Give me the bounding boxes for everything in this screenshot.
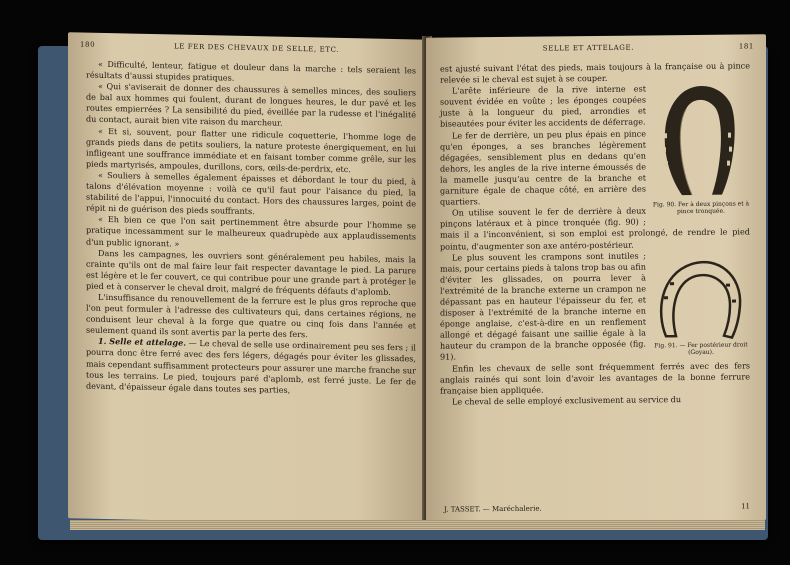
figure-91 xyxy=(652,255,750,356)
horseshoe-illustration-fig91 xyxy=(652,255,748,342)
page-edges xyxy=(70,520,765,530)
horseshoe-illustration-fig90 xyxy=(652,83,742,202)
right-page-number: 181 xyxy=(738,42,754,51)
section-heading: 1. Selle et attelage. xyxy=(98,336,187,349)
right-intro: est ajusté suivant l'état des pieds, mais toujours à la française ou à pince relevée si le cheval est sujet à se couper. xyxy=(440,60,750,85)
right-running-head: SELLE ET ATTELAGE. xyxy=(542,43,635,53)
footer-signature: 11 xyxy=(741,502,750,511)
left-paragraph: « Qui s'aviserait de donner des chaussures à semelles minces, des souliers de bal aux hommes qui foulent, durant de longues heures, le dur pavé et les routes empierrées ? La sensibilité du pied, éveillée par la rudesse et l'inégalité du contact, aurait bien vite raison du marcheur. xyxy=(86,81,416,129)
left-page-text xyxy=(86,59,416,399)
fig90-caption: Fig. 90. Fer à deux pinçons et à pince tronquée. xyxy=(652,200,750,216)
right-page-footer xyxy=(444,502,750,513)
right-page-header xyxy=(438,42,754,53)
figure-90 xyxy=(652,83,750,216)
left-paragraph: « Difficulté, lenteur, fatigue et douleur dans la marche : tels seraient les résultats d'aussi stupides pratiques. xyxy=(86,58,416,83)
left-paragraph: « Et si, souvent, pour flatter une ridicule coquetterie, l'homme loge de grands pieds dans de petits souliers, la nature proteste énergiquement, en lui infligeant une souffrance immédiate et en faisant tomber comme grêle, sur les pieds martyrisés, ampoules, durillons, cors, œils-de-perdrix, etc. xyxy=(86,125,416,174)
section-paragraph xyxy=(86,336,416,398)
left-paragraph: « Eh bien ce que l'on sait pertinemment être absurde pour l'homme se pratique incessamment sur le malheureux quadrupède aux applaudissements d'un public ignorant. » xyxy=(86,214,416,249)
left-page-number: 180 xyxy=(80,40,96,49)
left-page xyxy=(68,32,430,526)
right-paragraph: L'arête inférieure de la rive interne est souvent évidée en voûte ; les éponges coupées juste à la longueur du pied, arrondies et biseautées pour éviter les accidents de déferrage. xyxy=(440,83,646,130)
right-paragraph: Le plus souvent les crampons sont inutiles ; mais, pour certains pieds à talons trop bas ou afin d'éviter les glissades, on pourra lever à l'extrémité de la branche externe un crampon ne dépassant pas en hauteur l'épaisseur du fer, et disposer à l'extrémité de la branche interne en éponge anglaise, c'est-à-dire en un renflement allongé et dégagé faisant une saillie égale à la hauteur du crampon de la branche opposée (fig. 91). xyxy=(440,250,646,363)
left-paragraph: Dans les campagnes, les ouvriers sont généralement peu habiles, mais la crainte qu'ils ont de mal faire leur fait respecter davantage le pied. La parure est légère et le fer couvert, ce qui contribue pour une grande part à protéger le pied et à conserver le cheval droit, malgré de fréquents défauts d'aplomb. xyxy=(86,247,416,297)
footer-author: J. TASSET. — Maréchalerie. xyxy=(444,504,542,514)
section-text: — Le cheval de selle use ordinairement peu ses fers ; il pourra donc être ferré avec des fers légers, dégagés pour éviter les glissades, mais cependant suffisamment protecteurs pour assurer une marche franche sur tous les terrains. Le pied, toujours paré d'aplomb, est ferré juste. Le fer de devant, d'épaisseur égale dans toutes ses parties, xyxy=(86,338,416,395)
right-paragraph: Le cheval de selle employé exclusivement au service du xyxy=(452,393,682,407)
right-paragraph: On utilise souvent le fer de derrière à deux pinçons latéraux et à pince tronquée (fig. 90) ; mais il a l'inconvénient, si son emploi est prolongé, de rendre le pied pointu, d'augmenter son axe antéro-postérieur. xyxy=(440,205,750,252)
right-paragraph: Enfin les chevaux de selle sont fréquemment ferrés avec des fers anglais rainés qui sont loin d'avoir les avantages de la bonne ferrure française bien appliquée. xyxy=(440,359,750,396)
left-paragraph: « Souliers à semelles également épaisses et débordant le tour du pied, à talons d'élévation moyenne : voilà ce qu'il faut pour l'aisance du pied, la stabilité de l'appui, l'innocuité du contact. Hors des chaussures larges, point de répit ni de guérison des pieds souffrants. xyxy=(86,169,416,217)
left-paragraph: L'insuffisance du renouvellement de la ferrure est le plus gros reproche que l'on peut formuler à l'adresse des cultivateurs qui, dans certaines régions, ne conduisent leur cheval à la forge que quatre ou cinq fois dans l'année et seulement quand ils sont avertis par la perte des fers. xyxy=(86,291,416,340)
right-paragraph: Le fer de derrière, un peu plus épais en pince qu'en éponges, a ses branches légèrement dégagées, sensiblement plus en dedans qu'en dehors, les angles de la rive interne émoussés de la mamelle jusqu'au centre de la branche et garniture égale de chaque côté, en arrière des quartiers. xyxy=(440,128,646,207)
open-book xyxy=(30,28,770,540)
right-page xyxy=(426,34,766,524)
left-running-head: LE FER DES CHEVAUX DE SELLE, ETC. xyxy=(174,42,340,54)
fig91-caption: Fig. 91. — Fer postérieur droit (Goyau). xyxy=(654,341,748,356)
right-page-text xyxy=(440,60,750,407)
left-page-header xyxy=(80,40,418,55)
